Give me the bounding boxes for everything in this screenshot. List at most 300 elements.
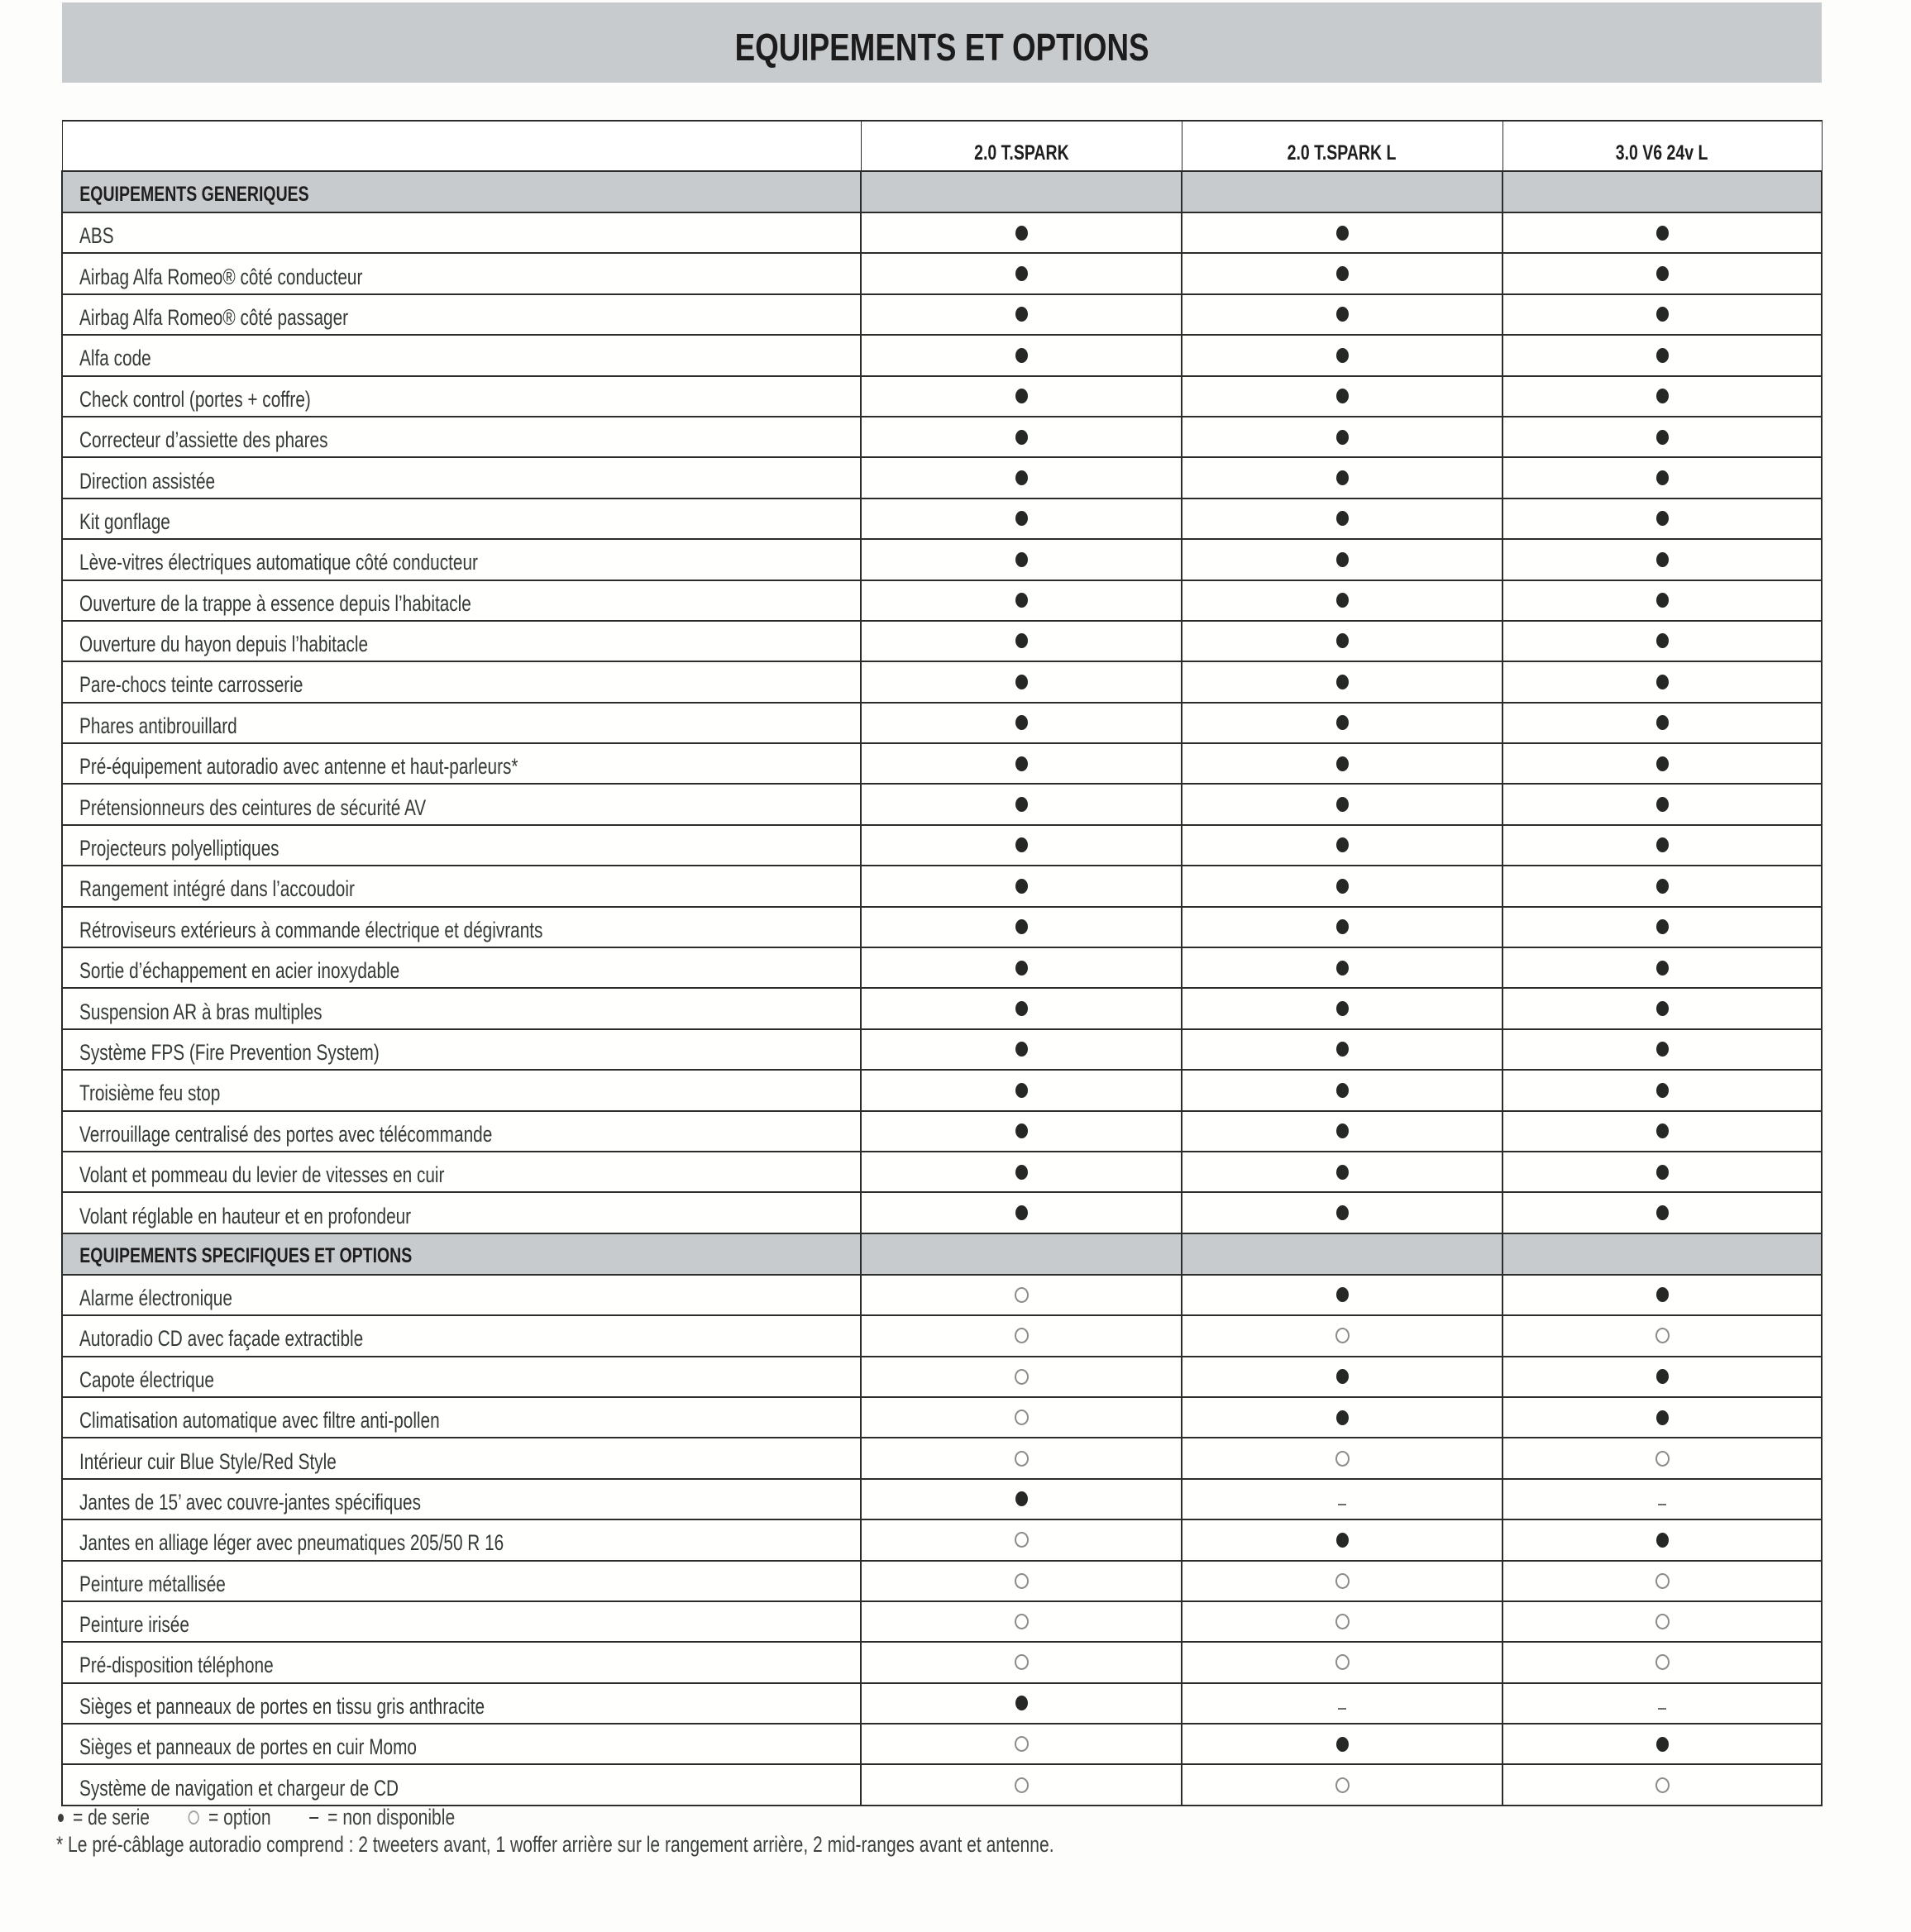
table-row (62, 539, 1822, 580)
standard-dot-icon (1656, 348, 1669, 363)
availability-cell (1182, 1192, 1503, 1233)
column-header-label: 2.0 T.SPARK L (1288, 141, 1397, 165)
availability-cell (1503, 1764, 1822, 1805)
feature-cell (62, 1111, 861, 1152)
standard-dot-icon (1336, 919, 1349, 934)
feature-cell (62, 457, 861, 498)
availability-cell (1182, 335, 1503, 375)
feature-cell (62, 1192, 861, 1233)
standard-dot-icon (1656, 961, 1669, 976)
title-band (62, 2, 1822, 83)
standard-dot-icon (1336, 226, 1349, 241)
availability-cell (861, 1192, 1182, 1233)
feature-label: ABS (79, 223, 114, 249)
standard-dot-icon (1336, 633, 1349, 648)
availability-cell (1503, 1724, 1822, 1764)
section-empty-cell (861, 171, 1182, 212)
standard-dot-icon (1336, 1042, 1349, 1057)
table-row (62, 499, 1822, 539)
availability-cell (861, 1070, 1182, 1110)
footnote: * Le pré-câblage autoradio comprend : 2 tweeters avant, 1 woffer arrière sur le rangement arrière, 2 mid-ranges avant et antenne. (56, 1832, 1054, 1857)
table-row (62, 1070, 1822, 1110)
availability-cell (1182, 1397, 1503, 1438)
feature-cell (62, 294, 861, 335)
option-circle-icon (1015, 1736, 1029, 1752)
availability-cell (1503, 825, 1822, 866)
feature-cell (62, 1519, 861, 1560)
standard-dot-icon (1015, 1001, 1028, 1016)
availability-cell (1182, 417, 1503, 457)
availability-cell (1182, 1357, 1503, 1397)
standard-dot-icon (1336, 593, 1349, 608)
section-empty-cell (1182, 171, 1503, 212)
availability-cell (861, 1152, 1182, 1192)
legend-standard-text: = de serie (72, 1805, 150, 1829)
availability-cell (861, 825, 1182, 866)
feature-cell (62, 1642, 861, 1682)
table-row (62, 335, 1822, 375)
availability-cell (1182, 212, 1503, 253)
feature-cell (62, 1070, 861, 1110)
standard-dot-icon (1336, 1737, 1349, 1752)
legend-unavailable (309, 1805, 455, 1830)
feature-cell (62, 1315, 861, 1356)
availability-cell (861, 907, 1182, 947)
availability-cell (1182, 539, 1503, 580)
feature-label: Autoradio CD avec façade extractible (79, 1326, 364, 1352)
availability-cell (861, 988, 1182, 1028)
standard-dot-icon (1656, 266, 1669, 281)
availability-cell (861, 580, 1182, 621)
feature-cell (62, 1683, 861, 1724)
feature-cell (62, 212, 861, 253)
feature-cell (62, 907, 861, 947)
standard-dot-icon (1336, 470, 1349, 485)
table-row (62, 212, 1822, 253)
legend-option (189, 1805, 271, 1830)
availability-cell (1503, 1357, 1822, 1397)
feature-label: Phares antibrouillard (79, 713, 237, 738)
table-row (62, 1683, 1822, 1724)
availability-cell (1503, 1561, 1822, 1601)
availability-cell (1503, 539, 1822, 580)
table-row (62, 1724, 1822, 1764)
feature-label: Pré-équipement autoradio avec antenne et haut-parleurs* (79, 754, 518, 780)
table-row (62, 1275, 1822, 1315)
option-circle-icon (1655, 1328, 1670, 1343)
feature-label: Volant et pommeau du levier de vitesses en cuir (79, 1162, 445, 1188)
table-row (62, 1438, 1822, 1478)
unavailable-dash-icon (1658, 1504, 1666, 1505)
standard-dot-icon (1656, 756, 1669, 771)
standard-dot-icon (1656, 1042, 1669, 1057)
feature-cell (62, 376, 861, 417)
availability-cell (1182, 1315, 1503, 1356)
availability-cell (861, 1642, 1182, 1682)
standard-dot-icon (1656, 1287, 1669, 1302)
section-header-row (62, 1233, 1822, 1275)
feature-label: Rétroviseurs extérieurs à commande électrique et dégivrants (79, 917, 543, 942)
standard-dot-icon (1015, 430, 1028, 445)
standard-dot-icon (1656, 1369, 1669, 1384)
availability-cell (1503, 253, 1822, 293)
availability-cell (1503, 1152, 1822, 1192)
feature-label: Lève-vitres électriques automatique côté conducteur (79, 550, 478, 575)
feature-label: Pré-disposition téléphone (79, 1653, 274, 1678)
table-row (62, 1764, 1822, 1805)
availability-cell (861, 335, 1182, 375)
table-row (62, 417, 1822, 457)
standard-dot-icon (1336, 511, 1349, 526)
table-row (62, 294, 1822, 335)
standard-dot-icon (1015, 348, 1028, 363)
availability-cell (861, 253, 1182, 293)
standard-dot-icon (1656, 552, 1669, 567)
availability-cell (1182, 947, 1503, 988)
availability-cell (861, 1724, 1182, 1764)
table-row (62, 988, 1822, 1028)
feature-label: Kit gonflage (79, 508, 170, 534)
feature-label: Suspension AR à bras multiples (79, 999, 322, 1024)
feature-label: Verrouillage centralisé des portes avec télécommande (79, 1121, 493, 1147)
standard-dot-icon (1015, 1205, 1028, 1220)
standard-dot-icon (1015, 1696, 1028, 1710)
section-title: EQUIPEMENTS GENERIQUES (79, 182, 309, 206)
option-circle-icon (1655, 1654, 1670, 1670)
option-circle-icon (1335, 1328, 1350, 1343)
feature-label: Peinture métallisée (79, 1571, 226, 1596)
availability-cell (861, 1397, 1182, 1438)
availability-cell (861, 703, 1182, 743)
availability-cell (861, 1479, 1182, 1519)
standard-dot-icon (1015, 879, 1028, 894)
standard-dot-icon (1656, 1410, 1669, 1425)
option-circle-icon (1015, 1573, 1029, 1589)
availability-cell (861, 1275, 1182, 1315)
feature-cell (62, 580, 861, 621)
feature-label: Airbag Alfa Romeo® côté passager (79, 304, 349, 330)
standard-dot-icon (1656, 226, 1669, 241)
standard-dot-icon (1015, 919, 1028, 934)
unavailable-dash-icon (309, 1817, 318, 1819)
availability-cell (1503, 661, 1822, 702)
feature-cell (62, 1029, 861, 1070)
feature-cell (62, 703, 861, 743)
standard-dot-icon (1656, 675, 1669, 689)
availability-cell (1182, 703, 1503, 743)
feature-cell (62, 661, 861, 702)
availability-cell (1182, 1601, 1503, 1642)
availability-cell (1182, 1438, 1503, 1478)
availability-cell (1182, 825, 1503, 866)
availability-cell (861, 376, 1182, 417)
feature-label: Direction assistée (79, 468, 216, 494)
table-row (62, 784, 1822, 824)
availability-cell (861, 212, 1182, 253)
section-header-row (62, 171, 1822, 212)
availability-cell (861, 784, 1182, 824)
table-row (62, 1601, 1822, 1642)
standard-dot-icon (1015, 552, 1028, 567)
standard-dot-icon (1656, 1123, 1669, 1138)
feature-cell (62, 1357, 861, 1397)
standard-dot-icon (1656, 1001, 1669, 1016)
unavailable-dash-icon (1338, 1504, 1346, 1505)
standard-dot-icon (1656, 1737, 1669, 1752)
legend-unavailable-text: = non disponible (327, 1805, 456, 1829)
feature-cell (62, 1152, 861, 1192)
feature-cell (62, 1275, 861, 1315)
table-header-row (62, 121, 1822, 171)
option-circle-icon (1015, 1369, 1029, 1385)
table-row (62, 1029, 1822, 1070)
legend-option-text: = option (208, 1805, 271, 1829)
option-circle-icon (1015, 1328, 1029, 1343)
feature-label: Correcteur d’assiette des phares (79, 427, 328, 453)
availability-cell (1182, 457, 1503, 498)
feature-label: Climatisation automatique avec filtre anti-pollen (79, 1408, 440, 1433)
section-empty-cell (1503, 171, 1822, 212)
feature-label: Sièges et panneaux de portes en cuir Momo (79, 1734, 417, 1760)
option-circle-icon (1655, 1777, 1670, 1793)
availability-cell (861, 539, 1182, 580)
standard-dot-icon (1656, 633, 1669, 648)
table-row (62, 1357, 1822, 1397)
option-circle-icon (1655, 1573, 1670, 1589)
column-header-2-0-tspark (861, 121, 1182, 171)
availability-cell (861, 1519, 1182, 1560)
table-row (62, 825, 1822, 866)
option-circle-icon (1655, 1614, 1670, 1629)
availability-cell (1503, 335, 1822, 375)
table-row (62, 703, 1822, 743)
feature-label: Jantes en alliage léger avec pneumatiques 205/50 R 16 (79, 1530, 504, 1556)
option-circle-icon (1335, 1654, 1350, 1670)
standard-dot-icon (1015, 675, 1028, 689)
feature-cell (62, 621, 861, 661)
availability-cell (861, 743, 1182, 784)
availability-cell (1182, 988, 1503, 1028)
table-row (62, 457, 1822, 498)
standard-dot-icon (1015, 266, 1028, 281)
availability-cell (1182, 253, 1503, 293)
unavailable-dash-icon (1658, 1708, 1666, 1710)
feature-cell (62, 825, 861, 866)
standard-dot-icon (1015, 1491, 1028, 1506)
availability-cell (1503, 743, 1822, 784)
feature-label: Troisième feu stop (79, 1080, 221, 1106)
availability-cell (1503, 1642, 1822, 1682)
feature-cell (62, 947, 861, 988)
option-circle-icon (1015, 1614, 1029, 1629)
availability-cell (1503, 907, 1822, 947)
option-circle-icon (1335, 1777, 1350, 1793)
availability-cell (1182, 1683, 1503, 1724)
feature-cell (62, 1561, 861, 1601)
feature-cell (62, 1397, 861, 1438)
section-title: EQUIPEMENTS SPECIFIQUES ET OPTIONS (79, 1244, 413, 1268)
feature-label: Ouverture du hayon depuis l’habitacle (79, 632, 369, 657)
availability-cell (861, 457, 1182, 498)
section-title-cell (62, 1233, 861, 1275)
availability-cell (1503, 1315, 1822, 1356)
availability-cell (1503, 1029, 1822, 1070)
option-circle-icon (1015, 1410, 1029, 1425)
table-row (62, 907, 1822, 947)
table-row (62, 1479, 1822, 1519)
feature-label: Projecteurs polyelliptiques (79, 836, 279, 861)
standard-dot-icon (1336, 1165, 1349, 1180)
standard-dot-icon (1015, 961, 1028, 976)
table-row (62, 1519, 1822, 1560)
availability-cell (1182, 661, 1503, 702)
section-empty-cell (1182, 1233, 1503, 1275)
feature-label: Airbag Alfa Romeo® côté conducteur (79, 264, 363, 289)
availability-cell (1503, 212, 1822, 253)
feature-cell (62, 743, 861, 784)
standard-dot-icon (1656, 470, 1669, 485)
standard-dot-icon (1656, 1205, 1669, 1220)
availability-cell (1182, 499, 1503, 539)
standard-dot-icon (1015, 837, 1028, 852)
availability-cell (1182, 1111, 1503, 1152)
table-row (62, 866, 1822, 906)
feature-cell (62, 253, 861, 293)
standard-dot-icon (1656, 715, 1669, 730)
availability-cell (1182, 907, 1503, 947)
table-row (62, 1111, 1822, 1152)
availability-cell (1503, 294, 1822, 335)
standard-dot-icon (1336, 307, 1349, 322)
availability-cell (1503, 1601, 1822, 1642)
availability-cell (861, 1111, 1182, 1152)
feature-label: Sortie d’échappement en acier inoxydable (79, 958, 400, 984)
standard-dot-icon (1656, 879, 1669, 894)
availability-cell (1182, 294, 1503, 335)
availability-cell (861, 1561, 1182, 1601)
standard-dot-icon (1015, 1165, 1028, 1180)
table-row (62, 1642, 1822, 1682)
availability-cell (1182, 1479, 1503, 1519)
legend-standard (58, 1805, 150, 1830)
availability-cell (861, 499, 1182, 539)
standard-dot-icon (1015, 593, 1028, 608)
standard-dot-icon (1336, 1369, 1349, 1384)
feature-cell (62, 335, 861, 375)
option-circle-icon (1335, 1614, 1350, 1629)
standard-dot-icon (1015, 797, 1028, 812)
feature-label: Prétensionneurs des ceintures de sécurité AV (79, 794, 427, 820)
availability-cell (1182, 376, 1503, 417)
table-row (62, 743, 1822, 784)
standard-dot-icon (1656, 389, 1669, 403)
standard-dot-icon (1015, 307, 1028, 322)
column-header-label: 3.0 V6 24v L (1616, 141, 1708, 165)
option-circle-icon (1655, 1451, 1670, 1467)
standard-dot-icon (1656, 837, 1669, 852)
availability-cell (861, 1029, 1182, 1070)
availability-cell (1182, 1152, 1503, 1192)
table-row (62, 1152, 1822, 1192)
option-circle-icon (1335, 1451, 1350, 1467)
standard-dot-icon (1015, 1123, 1028, 1138)
availability-cell (1182, 1764, 1503, 1805)
feature-label: Volant réglable en hauteur et en profondeur (79, 1203, 412, 1228)
table-row (62, 376, 1822, 417)
standard-dot-icon (1336, 1083, 1349, 1098)
table-row (62, 1561, 1822, 1601)
section-title-cell (62, 171, 861, 212)
standard-dot-icon (1656, 430, 1669, 445)
availability-cell (1182, 1519, 1503, 1560)
feature-label: Capote électrique (79, 1367, 214, 1392)
option-circle-icon (1335, 1573, 1350, 1589)
feature-cell (62, 1764, 861, 1805)
standard-dot-icon (1336, 961, 1349, 976)
availability-cell (1503, 947, 1822, 988)
standard-dot-icon (1336, 715, 1349, 730)
availability-cell (1503, 457, 1822, 498)
availability-cell (1503, 784, 1822, 824)
header-empty-cell (62, 121, 861, 171)
standard-dot-icon (1656, 919, 1669, 934)
standard-dot-icon (1015, 389, 1028, 403)
feature-label: Pare-chocs teinte carrosserie (79, 672, 303, 698)
availability-cell (1182, 1275, 1503, 1315)
option-circle-icon (1015, 1654, 1029, 1670)
standard-dot-icon (1015, 633, 1028, 648)
standard-dot-icon (1336, 552, 1349, 567)
availability-cell (1503, 417, 1822, 457)
standard-dot-icon (1015, 756, 1028, 771)
availability-cell (1503, 988, 1822, 1028)
option-circle-icon (1015, 1287, 1029, 1303)
table-body (62, 171, 1822, 1806)
availability-cell (1503, 1275, 1822, 1315)
availability-cell (1182, 580, 1503, 621)
standard-dot-icon (1656, 1083, 1669, 1098)
feature-cell (62, 1479, 861, 1519)
standard-dot-icon (1015, 1083, 1028, 1098)
feature-cell (62, 866, 861, 906)
standard-dot-icon (1336, 797, 1349, 812)
availability-cell (861, 1357, 1182, 1397)
standard-dot-icon (1656, 307, 1669, 322)
feature-label: Intérieur cuir Blue Style/Red Style (79, 1448, 337, 1474)
feature-label: Alarme électronique (79, 1285, 232, 1310)
availability-cell (1182, 1561, 1503, 1601)
availability-cell (1503, 1111, 1822, 1152)
feature-label: Jantes de 15’ avec couvre-jantes spécifiques (79, 1489, 421, 1515)
standard-dot-icon (1015, 1042, 1028, 1057)
availability-cell (1503, 580, 1822, 621)
feature-label: Check control (portes + coffre) (79, 386, 311, 412)
availability-cell (1182, 1642, 1503, 1682)
feature-cell (62, 988, 861, 1028)
standard-dot-icon (1015, 470, 1028, 485)
table-row (62, 947, 1822, 988)
standard-dot-icon (1336, 837, 1349, 852)
availability-cell (1503, 376, 1822, 417)
table-row (62, 621, 1822, 661)
equipment-table (61, 120, 1823, 1806)
standard-dot-icon (1015, 715, 1028, 730)
table-row (62, 580, 1822, 621)
standard-dot-icon (1336, 1123, 1349, 1138)
availability-cell (861, 621, 1182, 661)
legend (58, 1805, 494, 1830)
availability-cell (861, 1601, 1182, 1642)
